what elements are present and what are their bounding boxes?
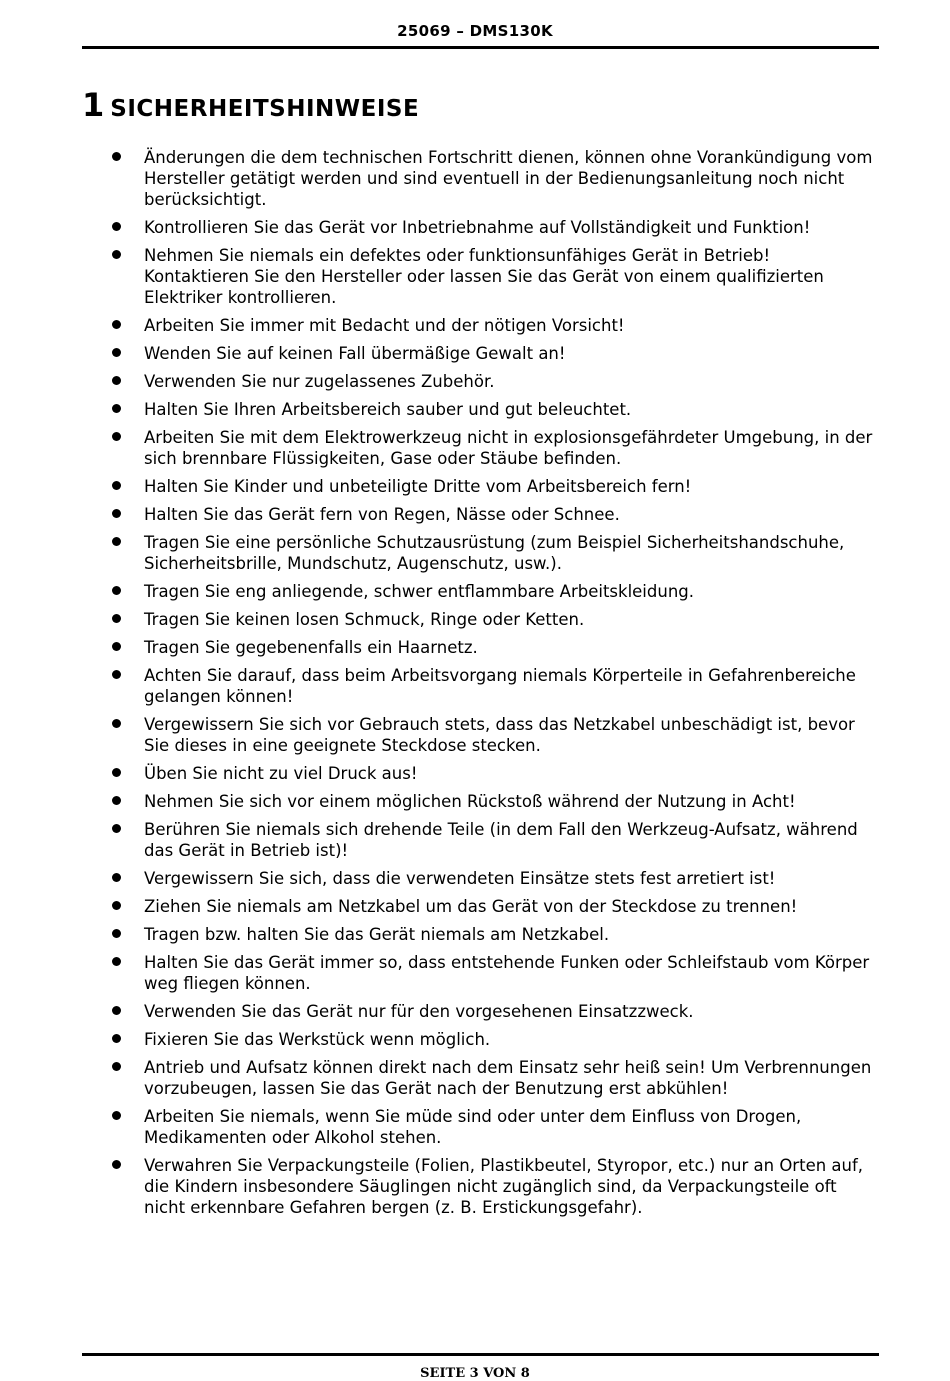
list-item-text: Vergewissern Sie sich, dass die verwendeten Einsätze stets fest arretiert ist! <box>144 869 776 888</box>
bullet-dot-icon <box>112 509 121 518</box>
list-item <box>110 714 880 756</box>
list-item-text: Ziehen Sie niemals am Netzkabel um das Gerät von der Steckdose zu trennen! <box>144 897 798 916</box>
list-item <box>110 609 880 630</box>
list-item <box>110 581 880 602</box>
list-item-text: Arbeiten Sie niemals, wenn Sie müde sind oder unter dem Einfluss von Drogen, Medikamenten oder Alkohol stehen. <box>144 1107 802 1147</box>
bullet-dot-icon <box>112 348 121 357</box>
list-item <box>110 1106 880 1148</box>
list-item-text: Antrieb und Aufsatz können direkt nach dem Einsatz sehr heiß sein! Um Verbrennungen vorzubeugen, lassen Sie das Gerät nach der Benutzung erst abkühlen! <box>144 1058 872 1098</box>
list-item <box>110 371 880 392</box>
list-item <box>110 665 880 707</box>
safety-instructions-list <box>110 147 880 1225</box>
list-item <box>110 819 880 861</box>
list-item-text: Verwenden Sie nur zugelassenes Zubehör. <box>144 372 495 391</box>
bullet-dot-icon <box>112 670 121 679</box>
bullet-dot-icon <box>112 404 121 413</box>
list-item <box>110 315 880 336</box>
list-item-text: Tragen Sie eng anliegende, schwer entflammbare Arbeitskleidung. <box>144 582 695 601</box>
list-item-text: Berühren Sie niemals sich drehende Teile (in dem Fall den Werkzeug-Aufsatz, während das Gerät in Betrieb ist)! <box>144 820 858 860</box>
list-item <box>110 147 880 210</box>
list-item-text: Tragen Sie keinen losen Schmuck, Ringe oder Ketten. <box>144 610 585 629</box>
list-item <box>110 1057 880 1099</box>
list-item-text: Tragen Sie eine persönliche Schutzausrüstung (zum Beispiel Sicherheitshandschuhe, Sicherheitsbrille, Mundschutz, Augenschutz, usw.). <box>144 533 845 573</box>
list-item-text: Kontrollieren Sie das Gerät vor Inbetriebnahme auf Vollständigkeit und Funktion! <box>144 218 811 237</box>
list-item <box>110 343 880 364</box>
document-header-title: 25069 – DMS130K <box>397 22 553 40</box>
bullet-dot-icon <box>112 1006 121 1015</box>
list-item-text: Fixieren Sie das Werkstück wenn möglich. <box>144 1030 491 1049</box>
list-item <box>110 763 880 784</box>
list-item-text: Halten Sie Ihren Arbeitsbereich sauber und gut beleuchtet. <box>144 400 632 419</box>
list-item-text: Halten Sie das Gerät immer so, dass entstehende Funken oder Schleifstaub vom Körper weg fliegen können. <box>144 953 870 993</box>
bullet-dot-icon <box>112 1034 121 1043</box>
list-item <box>110 868 880 889</box>
bullet-dot-icon <box>112 432 121 441</box>
bullet-dot-icon <box>112 320 121 329</box>
list-item-text: Halten Sie Kinder und unbeteiligte Dritte vom Arbeitsbereich fern! <box>144 477 692 496</box>
list-item <box>110 245 880 308</box>
list-item <box>110 217 880 238</box>
list-item-text: Tragen bzw. halten Sie das Gerät niemals am Netzkabel. <box>144 925 610 944</box>
list-item <box>110 476 880 497</box>
section-heading <box>82 86 419 124</box>
list-item-text: Arbeiten Sie mit dem Elektrowerkzeug nicht in explosionsgefährdeter Umgebung, in der sich brennbare Flüssigkeiten, Gase oder Stäube befinden. <box>144 428 873 468</box>
list-item-text: Halten Sie das Gerät fern von Regen, Nässe oder Schnee. <box>144 505 620 524</box>
list-item <box>110 1029 880 1050</box>
list-item-text: Nehmen Sie niemals ein defektes oder funktionsunfähiges Gerät in Betrieb! Kontaktieren Sie den Hersteller oder lassen Sie das Gerät von einem qualifizierten Elektriker kontrollieren. <box>144 246 824 307</box>
list-item-text: Nehmen Sie sich vor einem möglichen Rückstoß während der Nutzung in Acht! <box>144 792 796 811</box>
bullet-dot-icon <box>112 1111 121 1120</box>
bullet-dot-icon <box>112 222 121 231</box>
list-item <box>110 896 880 917</box>
list-item-text: Vergewissern Sie sich vor Gebrauch stets, dass das Netzkabel unbeschädigt ist, bevor Sie dieses in eine geeignete Steckdose stecken. <box>144 715 855 755</box>
bullet-dot-icon <box>112 901 121 910</box>
bullet-dot-icon <box>112 824 121 833</box>
bullet-dot-icon <box>112 614 121 623</box>
list-item <box>110 952 880 994</box>
bullet-dot-icon <box>112 152 121 161</box>
list-item <box>110 1001 880 1022</box>
list-item-text: Wenden Sie auf keinen Fall übermäßige Gewalt an! <box>144 344 566 363</box>
bullet-dot-icon <box>112 1160 121 1169</box>
list-item-text: Änderungen die dem technischen Fortschritt dienen, können ohne Vorankündigung vom Hersteller getätigt werden und sind eventuell in der Bedienungsanleitung noch nicht berücksichtigt. <box>144 148 873 209</box>
bullet-dot-icon <box>112 768 121 777</box>
list-item <box>110 427 880 469</box>
list-item <box>110 1155 880 1218</box>
footer-divider <box>82 1353 879 1356</box>
section-title: SICHERHEITSHINWEISE <box>110 96 420 122</box>
list-item-text: Verwahren Sie Verpackungsteile (Folien, Plastikbeutel, Styropor, etc.) nur an Orten auf, die Kindern insbesondere Säuglingen nicht zugänglich sind, da Verpackungsteile oft nicht erkennbare Gefahren bergen (z. B. Erstickungsgefahr). <box>144 1156 864 1217</box>
bullet-dot-icon <box>112 957 121 966</box>
bullet-dot-icon <box>112 796 121 805</box>
page-number-footer: SEITE 3 VON 8 <box>420 1366 530 1381</box>
list-item-text: Üben Sie nicht zu viel Druck aus! <box>144 764 418 783</box>
bullet-dot-icon <box>112 873 121 882</box>
list-item-text: Achten Sie darauf, dass beim Arbeitsvorgang niemals Körperteile in Gefahrenbereiche gelangen können! <box>144 666 856 706</box>
bullet-dot-icon <box>112 1062 121 1071</box>
section-number: 1 <box>82 86 105 124</box>
bullet-dot-icon <box>112 642 121 651</box>
list-item-text: Arbeiten Sie immer mit Bedacht und der nötigen Vorsicht! <box>144 316 625 335</box>
list-item <box>110 399 880 420</box>
header-divider <box>82 46 879 49</box>
bullet-dot-icon <box>112 250 121 259</box>
list-item-text: Tragen Sie gegebenenfalls ein Haarnetz. <box>144 638 478 657</box>
bullet-dot-icon <box>112 929 121 938</box>
list-item <box>110 637 880 658</box>
bullet-dot-icon <box>112 537 121 546</box>
list-item-text: Verwenden Sie das Gerät nur für den vorgesehenen Einsatzzweck. <box>144 1002 694 1021</box>
list-item <box>110 791 880 812</box>
bullet-dot-icon <box>112 586 121 595</box>
bullet-dot-icon <box>112 376 121 385</box>
bullet-dot-icon <box>112 481 121 490</box>
list-item <box>110 504 880 525</box>
list-item <box>110 532 880 574</box>
bullet-dot-icon <box>112 719 121 728</box>
list-item <box>110 924 880 945</box>
